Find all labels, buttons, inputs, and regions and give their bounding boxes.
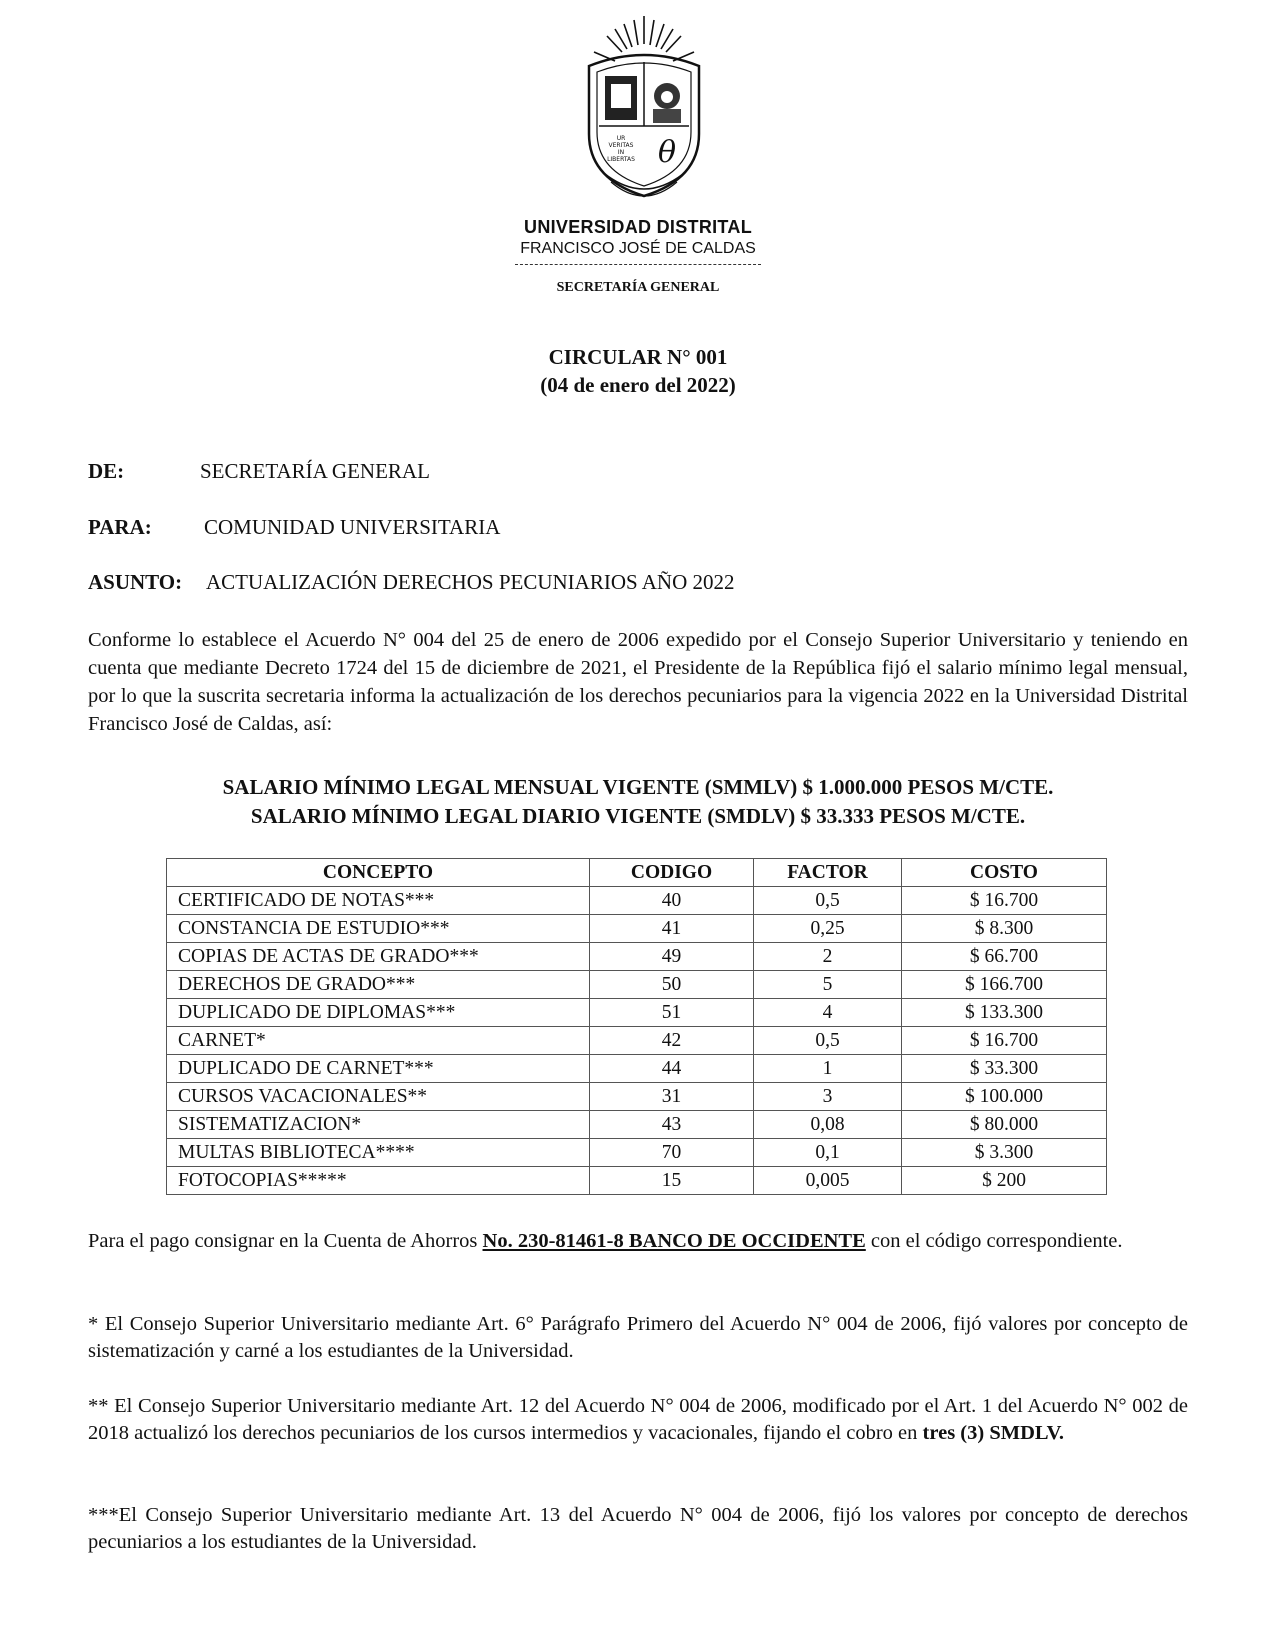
concepto-cell: SISTEMATIZACION* <box>167 1111 590 1139</box>
factor-cell: 0,1 <box>754 1139 902 1167</box>
note-2 <box>88 1393 1188 1447</box>
costo-cell: $ 166.700 <box>902 971 1107 999</box>
header-costo: COSTO <box>902 859 1107 887</box>
codigo-cell: 70 <box>590 1139 754 1167</box>
header-factor: FACTOR <box>754 859 902 887</box>
concepto-cell: MULTAS BIBLIOTECA**** <box>167 1139 590 1167</box>
table-row <box>167 887 1107 915</box>
field-de-label: DE: <box>88 459 125 483</box>
codigo-cell: 42 <box>590 1027 754 1055</box>
field-para <box>88 515 500 540</box>
table-row <box>167 1055 1107 1083</box>
header-concepto: CONCEPTO <box>167 859 590 887</box>
table-row <box>167 915 1107 943</box>
factor-cell: 5 <box>754 971 902 999</box>
field-de <box>88 459 430 484</box>
concepto-cell: DUPLICADO DE DIPLOMAS*** <box>167 999 590 1027</box>
field-de-value: SECRETARÍA GENERAL <box>200 459 430 483</box>
codigo-cell: 43 <box>590 1111 754 1139</box>
factor-cell: 4 <box>754 999 902 1027</box>
costo-cell: $ 133.300 <box>902 999 1107 1027</box>
field-para-label: PARA: <box>88 515 152 539</box>
table-row <box>167 999 1107 1027</box>
note-2-bold: tres (3) SMDLV. <box>922 1422 1064 1444</box>
payment-text-before: Para el pago consignar en la Cuenta de Ahorros <box>88 1230 483 1252</box>
concepto-cell: DUPLICADO DE CARNET*** <box>167 1055 590 1083</box>
costo-cell: $ 16.700 <box>902 887 1107 915</box>
factor-cell: 3 <box>754 1083 902 1111</box>
codigo-cell: 31 <box>590 1083 754 1111</box>
concepto-cell: CARNET* <box>167 1027 590 1055</box>
concepto-cell: CERTIFICADO DE NOTAS*** <box>167 887 590 915</box>
field-asunto-label: ASUNTO: <box>88 570 183 594</box>
table-row <box>167 943 1107 971</box>
factor-cell: 0,25 <box>754 915 902 943</box>
costo-cell: $ 200 <box>902 1167 1107 1195</box>
concepto-cell: DERECHOS DE GRADO*** <box>167 971 590 999</box>
codigo-cell: 50 <box>590 971 754 999</box>
factor-cell: 0,005 <box>754 1167 902 1195</box>
svg-text:IN: IN <box>617 149 625 156</box>
costo-cell: $ 66.700 <box>902 943 1107 971</box>
svg-text:VERITAS: VERITAS <box>608 142 634 149</box>
factor-cell: 2 <box>754 943 902 971</box>
header-divider <box>515 264 761 265</box>
note-3: ***El Consejo Superior Universitario mediante Art. 13 del Acuerdo N° 004 de 2006, fijó los valores por concepto de derechos pecuniarios a los estudiantes de la Universidad. <box>88 1504 1188 1553</box>
salary-daily: SALARIO MÍNIMO LEGAL DIARIO VIGENTE (SMDLV) $ 33.333 PESOS M/CTE. <box>250 804 1026 828</box>
concepto-cell: CURSOS VACACIONALES** <box>167 1083 590 1111</box>
factor-cell: 1 <box>754 1055 902 1083</box>
payment-text-after: con el código correspondiente. <box>865 1230 1123 1252</box>
costo-cell: $ 100.000 <box>902 1083 1107 1111</box>
factor-cell: 0,5 <box>754 1027 902 1055</box>
note-1: * El Consejo Superior Universitario mediante Art. 6° Parágrafo Primero del Acuerdo N° 004 de 2006, fijó valores por concepto de sistematización y carné a los estudiantes de la Universidad. <box>88 1313 1188 1362</box>
table-row <box>167 1139 1107 1167</box>
field-asunto <box>88 570 735 595</box>
table-row <box>167 971 1107 999</box>
intro-paragraph: Conforme lo establece el Acuerdo N° 004 del 25 de enero de 2006 expedido por el Consejo Superior Universitario y teniendo en cuenta que mediante Decreto 1724 del 15 de diciembre de 2021, el Presidente de la República fijó el salario mínimo legal mensual, por lo que la suscrita secretaria informa la actualización de los derechos pecuniarios para la vigencia 2022 en la Universidad Distrital Francisco José de Caldas, así: <box>88 629 1188 735</box>
costo-cell: $ 3.300 <box>902 1139 1107 1167</box>
circular-title: CIRCULAR N° 001 <box>548 345 728 369</box>
header-codigo: CODIGO <box>590 859 754 887</box>
factor-cell: 0,5 <box>754 887 902 915</box>
fees-table <box>166 858 1107 1195</box>
table-row <box>167 1083 1107 1111</box>
codigo-cell: 51 <box>590 999 754 1027</box>
circular-date: (04 de enero del 2022) <box>540 373 736 397</box>
office-name: SECRETARÍA GENERAL <box>556 280 720 295</box>
codigo-cell: 41 <box>590 915 754 943</box>
codigo-cell: 15 <box>590 1167 754 1195</box>
salary-monthly: SALARIO MÍNIMO LEGAL MENSUAL VIGENTE (SMMLV) $ 1.000.000 PESOS M/CTE. <box>222 775 1054 799</box>
costo-cell: $ 16.700 <box>902 1027 1107 1055</box>
concepto-cell: FOTOCOPIAS***** <box>167 1167 590 1195</box>
codigo-cell: 49 <box>590 943 754 971</box>
bank-account: No. 230-81461-8 BANCO DE OCCIDENTE <box>482 1230 866 1252</box>
table-row <box>167 1027 1107 1055</box>
table-header-row <box>167 859 1107 887</box>
university-seal-logo <box>569 14 719 214</box>
note-2-text: ** El Consejo Superior Universitario mediante Art. 12 del Acuerdo N° 004 de 2006, modificado por el Art. 1 del Acuerdo N° 002 de 2018 actualizó los derechos pecuniarios de los cursos intermedios y vacacionales, fijando el cobro en <box>88 1395 1188 1444</box>
field-para-value: COMUNIDAD UNIVERSITARIA <box>204 515 501 539</box>
codigo-cell: 44 <box>590 1055 754 1083</box>
table-row <box>167 1111 1107 1139</box>
svg-text:θ: θ <box>657 135 677 170</box>
codigo-cell: 40 <box>590 887 754 915</box>
costo-cell: $ 33.300 <box>902 1055 1107 1083</box>
svg-text:UR: UR <box>616 135 626 142</box>
concepto-cell: COPIAS DE ACTAS DE GRADO*** <box>167 943 590 971</box>
costo-cell: $ 80.000 <box>902 1111 1107 1139</box>
university-name-line2: FRANCISCO JOSÉ DE CALDAS <box>520 240 756 257</box>
table-row <box>167 1167 1107 1195</box>
svg-text:LIBERTAS: LIBERTAS <box>607 156 635 163</box>
costo-cell: $ 8.300 <box>902 915 1107 943</box>
payment-paragraph <box>88 1228 1188 1255</box>
concepto-cell: CONSTANCIA DE ESTUDIO*** <box>167 915 590 943</box>
university-name-line1: UNIVERSIDAD DISTRITAL <box>524 217 752 237</box>
field-asunto-value: ACTUALIZACIÓN DERECHOS PECUNIARIOS AÑO 2022 <box>206 570 735 594</box>
factor-cell: 0,08 <box>754 1111 902 1139</box>
